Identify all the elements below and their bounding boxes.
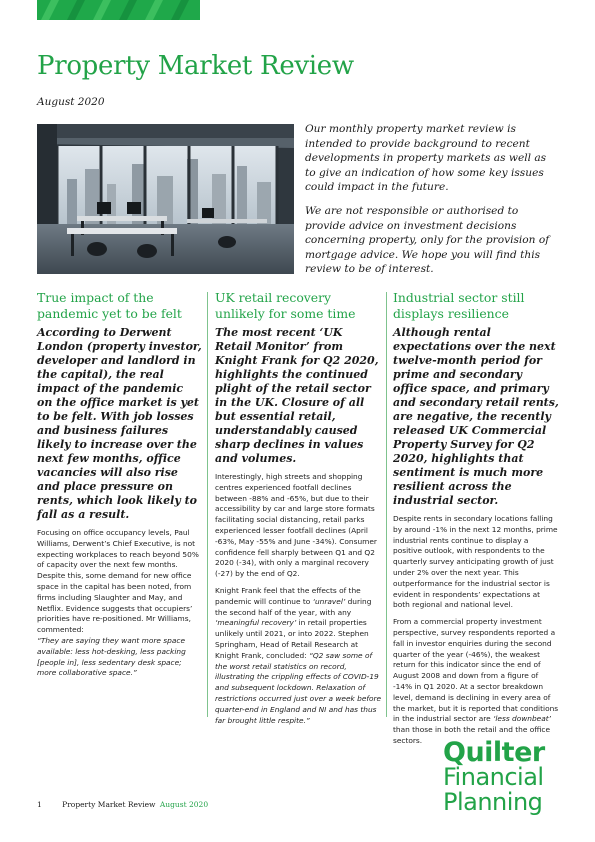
column-divider — [207, 292, 208, 717]
article-lead: According to Derwent London (property investor, developer and landlord in the capital), the real impact of the pandemic on the office market is yet to be felt. With job losses and business failures likely to increase over the next few months, office vacancies will also rise and place pressure on rents, which look likely to fall as a result. — [37, 326, 202, 521]
issue-date: August 2020 — [37, 96, 105, 108]
article-body: Focusing on office occupancy levels, Paul Williams, Derwent’s Chief Executive, is not expecting workplaces to reach beyond 50% of capacity over the next few months. Despite this, some demand for new office space in the capital has been noted, from firms including Slaughter and May, and Netflix. Evidence suggests that occupiers’ priorities have re-positioned. Mr Williams, commented: — [37, 528, 199, 635]
logo-line: Quilter — [443, 737, 545, 768]
page-number: 1 — [37, 800, 42, 809]
column-divider — [386, 292, 387, 717]
header-banner — [37, 0, 200, 20]
footer-title: Property Market Review — [62, 800, 156, 809]
article-column-industrial — [393, 290, 559, 753]
intro-block — [305, 122, 551, 286]
article-body: Interestingly, high streets and shopping centres experienced footfall declines between -88% and -65%, but due to their accessibility by car and large store formats facilitating social distancing, retail parks experienced lesser footfall declines (April -63%, May -55% and June -34%). Consumer confidence fell sharply between Q1 and Q2 2020 (-34), with only a marginal recovery (-27) by the end of Q2. — [215, 472, 377, 579]
article-quote: “They are saying they want more space available: less hot-desking, less packing [people in], less sedentary desk space; more collaborative space.” — [37, 635, 186, 678]
footer-date: August 2020 — [159, 800, 209, 809]
article-column-office — [37, 290, 202, 685]
quilter-logo — [443, 737, 545, 816]
article-heading: True impact of the pandemic yet to be felt — [37, 290, 182, 321]
page-footer — [37, 800, 208, 809]
logo-line: Planning — [443, 788, 543, 816]
article-body: From a commercial property investment perspective, survey respondents reported a fall in investor enquiries during the second quarter of the year (-46%), the weakest return for this indicator since the end of August 2008 and down from a figure of -14% in Q1 2020. At a sector breakdown level, demand is declining in every area of the market, but it is reported that conditions in the industrial sector are ‘less downbeat’ than those in both the retail and the office sectors. — [393, 617, 559, 745]
logo-line: Financial — [443, 763, 544, 791]
intro-paragraph: We are not responsible or authorised to provide advice on investment decisions concerning property, only for the provision of mortgage advice. We hope you will find this review to be of interest. — [305, 204, 550, 276]
article-lead: Although rental expectations over the next twelve-month period for prime and secondary office space, and primary and secondary retail rents, are negative, the recently released UK Commercial Property Survey for Q2 2020, highlights that sentiment is much more resilient across the industrial sector. — [393, 326, 559, 507]
intro-paragraph: Our monthly property market review is intended to provide background to recent developments in property markets as well as to give an indication of how some key issues could impact in the future. — [305, 123, 547, 194]
page-title: Property Market Review — [37, 51, 354, 81]
article-body: Despite rents in secondary locations falling by around -1% in the next 12 months, prime industrial rents continue to display a positive outlook, with respondents to the quarterly survey anticipating growth of just under 2% over the next year. This outperformance for the industrial sector is evident in respondents’ expectations at both regional and national level. — [393, 514, 558, 610]
office-photo — [37, 124, 294, 274]
article-lead: The most recent ‘UK Retail Monitor’ from Knight Frank for Q2 2020, highlights the continued plight of the retail sector in the UK. Closure of all but essential retail, understandably caused sharp declines in values and volumes. — [215, 326, 379, 465]
article-body: Knight Frank feel that the effects of the pandemic will continue to ‘unravel’ during the second half of the year, with any ‘meaningful recovery’ in retail properties unlikely until 2021, or into 2022. Stephen Springham, Head of Retail Research at Knight Frank, concluded: “Q2 saw some of the worst retail statistics on record, illustrating the crippling effects of COVID-19 and subsequent lockdown. Relaxation of restrictions occurred just over a week before quarter-end in England and NI and has thus far brought little respite.” — [215, 585, 382, 725]
article-column-retail — [215, 290, 382, 732]
article-heading: Industrial sector still displays resilience — [393, 290, 525, 321]
article-heading: UK retail recovery unlikely for some time — [215, 290, 356, 321]
